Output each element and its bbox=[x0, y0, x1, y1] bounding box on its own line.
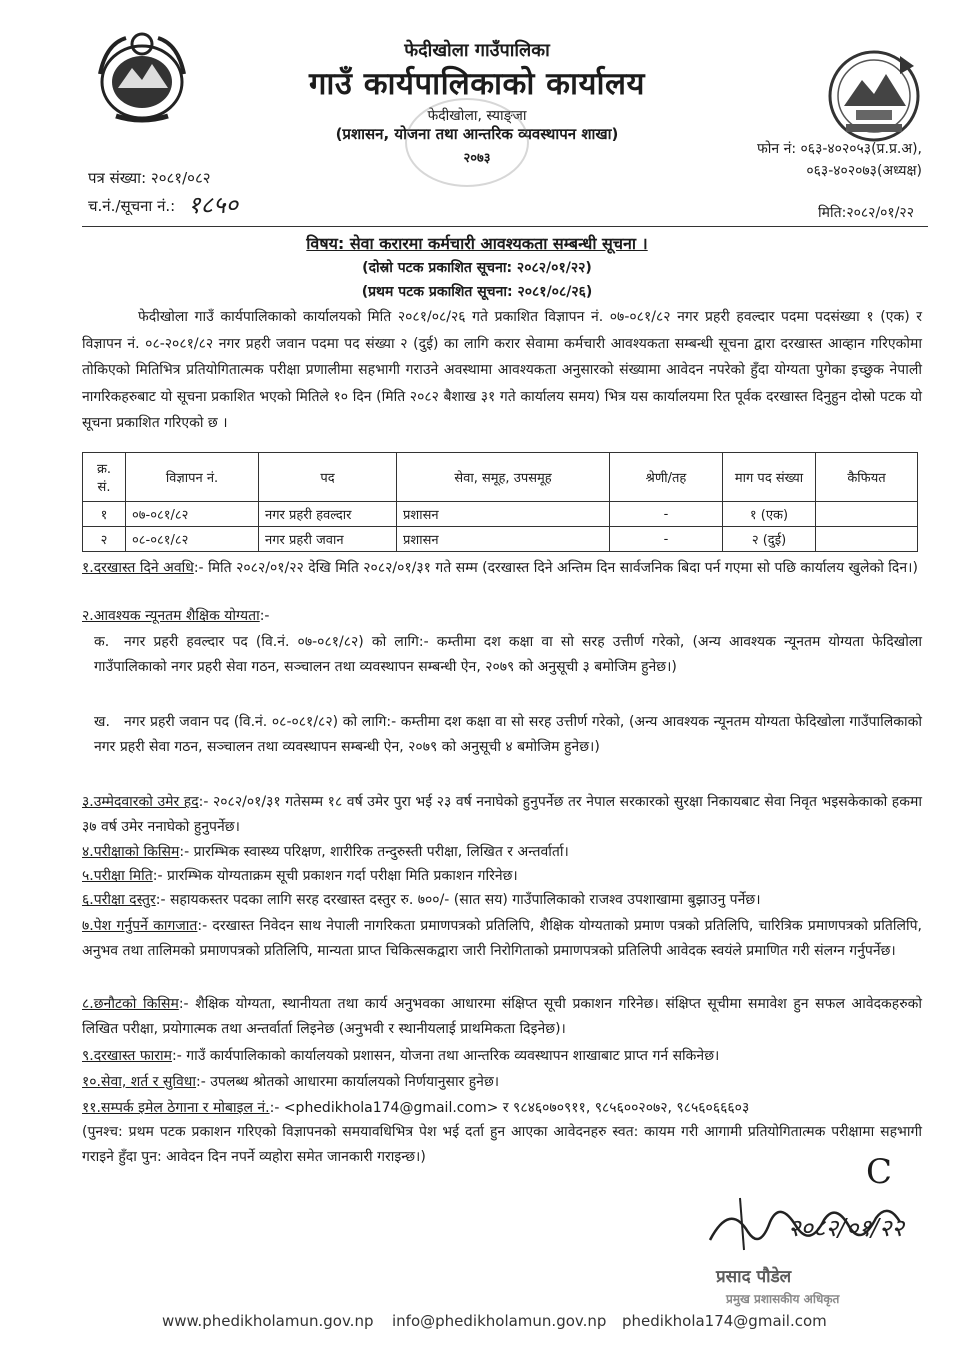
section-title: २.आवश्यक न्यूनतम शैक्षिक योग्यता bbox=[82, 608, 260, 624]
cell-level: - bbox=[610, 527, 723, 552]
section-text: :- शैक्षिक योग्यता, स्थानीयता तथा कार्य अनुभवका आधारमा संक्षिप्त सूची प्रकाशन गरिनेछ। संक्षिप्त सूचीमा समावेश हुन सफल आवेदकहरुको लिखित परीक्षा, प्रयोगात्मक तथा अन्तर्वार्ता लिइनेछ (अनुभवी र स्थानीयलाई प्राथमिकता दिइनेछ)। bbox=[82, 996, 922, 1037]
section-title: ६.परीक्षा दस्तुर bbox=[82, 892, 156, 908]
section-text: :- <phedikhola174@gmail.com> र ९८४६०७०९११, ९८५६००२०७२, ९८५६०६६६०३ bbox=[269, 1100, 750, 1116]
office-stamp bbox=[405, 98, 529, 187]
section-text: :- २०८२/०१/३१ गतेसम्म १८ वर्ष उमेर पुरा भई २३ वर्ष ननाघेको हुनुपर्नेछ तर नेपाल सरकारको सुरक्षा निकायबाट सेवा निवृत भइसकेकाको हकमा ३७ वर्ष उमेर ननाघेको हुनुपर्नेछ। bbox=[82, 794, 922, 835]
section-exam-fee bbox=[82, 888, 922, 913]
cell-serial: २ bbox=[83, 527, 126, 552]
section-application-form bbox=[82, 1044, 922, 1069]
section-title: ३.उम्मेदवारको उमेर हद bbox=[82, 794, 199, 810]
cell-post: नगर प्रहरी जवान bbox=[259, 527, 397, 552]
signature-date: २०८२/०१/२२ bbox=[788, 1214, 905, 1242]
section-text: :- मिति २०८२/०१/२२ देखि मिति २०८२/०१/३१ गते सम्म (दरखास्त दिने अन्तिम दिन सार्वजनिक बिदा पर्न गएमा सो पछि कार्यालय खुलेको दिन।) bbox=[193, 560, 918, 576]
section-text: :- प्रारम्भिक योग्यताक्रम सूची प्रकाशन गर्दा परीक्षा मिति प्रकाशन गरिनेछ। bbox=[152, 868, 518, 884]
section-text: :- दरखास्त निवेदन साथ नेपाली नागरिकता प्रमाणपत्रको प्रतिलिपि, शैक्षिक योग्यताको प्रमाण पत्रको प्रतिलिपि, चारित्रिक प्रमाणपत्रको प्रतिलिपि, अनुभव तथा तालिमको प्रमाणपत्रको प्रतिलिपि, मान्यता प्राप्त चिकित्सकद्वारा जारी निरोगिताको प्रमाणपत्रको प्रतिलिपी आवेदक स्वयंले प्रमाणित गरी संलग्न गर्नुपर्नेछ। bbox=[82, 918, 922, 959]
section-qualification bbox=[82, 604, 922, 629]
reference-number-handwritten: १८५० bbox=[188, 191, 238, 219]
section-title: ९.दरखास्त फाराम bbox=[82, 1048, 172, 1064]
item-text: नगर प्रहरी जवान पद (वि.नं. ०८-०८१/८२) को लागि:- कम्तीमा दश कक्षा वा सो सरह उत्तीर्ण गरेको, (अन्य आवश्यक न्यूनतम योग्यता फेदिखोला गाउँपालिकाको नगर प्रहरी सेवा गठन, सञ्चालन तथा व्यवस्थापन सम्बन्धी ऐन, २०७९ को अनुसूची ४ बमोजिम हुनेछ।) bbox=[94, 714, 922, 755]
phone-line-1: फोन नं: ०६३-४०२०५३(प्र.प्र.अ), bbox=[756, 141, 922, 157]
vacancy-table bbox=[82, 452, 918, 552]
municipality-name: फेदीखोला गाउँपालिका bbox=[404, 40, 550, 61]
signatory-title: प्रमुख प्रशासकीय अधिकृत bbox=[726, 1292, 840, 1306]
item-label: ख. bbox=[94, 714, 110, 730]
section-application-period bbox=[82, 556, 922, 581]
qualification-item-havaldar bbox=[94, 630, 922, 680]
col-ad-number: विज्ञापन नं. bbox=[126, 453, 259, 502]
cell-level: - bbox=[610, 502, 723, 527]
cell-remarks bbox=[816, 502, 918, 527]
col-service-group: सेवा, समूह, उपसमूह bbox=[397, 453, 610, 502]
first-publication-date: (प्रथम पटक प्रकाशित सूचना: २०८१/०८/२६) bbox=[361, 284, 593, 300]
cell-ad-number: ०७-०८१/८२ bbox=[126, 502, 259, 527]
notice-subject: विषय: सेवा करारमा कर्मचारी आवश्यकता सम्बन्धी सूचना । bbox=[306, 234, 648, 253]
section-title: १.दरखास्त दिने अवधि bbox=[82, 560, 194, 576]
section-title: ४.परीक्षाको किसिम bbox=[82, 844, 180, 860]
letter-number: पत्र संख्या: २०८१/०८२ bbox=[88, 169, 211, 187]
table-header-row bbox=[83, 453, 918, 502]
section-selection bbox=[82, 992, 922, 1042]
section-title: ७.पेश गर्नुपर्ने कागजात bbox=[82, 918, 198, 934]
footer-website-link[interactable]: www.phedikholamun.gov.np bbox=[162, 1312, 374, 1330]
phone-line-2: ०६३-४०२०७३(अध्यक्ष) bbox=[806, 163, 922, 179]
section-title: ११.सम्पर्क इमेल ठेगाना र मोबाइल नं. bbox=[82, 1100, 270, 1116]
col-count: माग पद संख्या bbox=[723, 453, 816, 502]
section-contact bbox=[82, 1096, 922, 1121]
second-publication-date: (दोस्रो पटक प्रकाशित सूचना: २०८२/०१/२२) bbox=[362, 260, 592, 276]
header-divider bbox=[82, 226, 928, 227]
established-year: २०७३ bbox=[463, 151, 491, 166]
section-text: :- सहायकस्तर पदका लागि सरह दरखास्त दस्तुर रु. ७००/- (सात सय) गाउँपालिकाको राजश्व उपशाखामा बुझाउनु पर्नेछ। bbox=[155, 892, 761, 908]
cell-remarks bbox=[816, 527, 918, 552]
letter-date: मिति:२०८२/०१/२२ bbox=[818, 205, 914, 221]
signatory-name: प्रसाद पौडेल bbox=[716, 1267, 792, 1287]
col-level: श्रेणी/तह bbox=[610, 453, 723, 502]
item-label: क. bbox=[94, 634, 110, 650]
office-title: गाउँ कार्यपालिकाको कार्यालय bbox=[308, 66, 646, 102]
item-text: नगर प्रहरी हवल्दार पद (वि.नं. ०७-०८१/८२) को लागि:- कम्तीमा दश कक्षा वा सो सरह उत्तीर्ण गरेको, (अन्य आवश्यक न्यूनतम योग्यता फेदिखोला गाउँपालिकाको नगर प्रहरी सेवा गठन, सञ्चालन तथा व्यवस्थापन सम्बन्धी ऐन, २०७९ को अनुसूची ३ बमोजिम हुनेछ।) bbox=[94, 634, 922, 675]
section-age-limit bbox=[82, 790, 922, 840]
section-text: :- प्रारम्भिक स्वास्थ्य परिक्षण, शारीरिक तन्दुरुस्ती परीक्षा, लिखित र अन्तर्वार्ता। bbox=[179, 844, 569, 860]
table-row bbox=[83, 502, 918, 527]
col-post: पद bbox=[259, 453, 397, 502]
postscript-note: (पुनश्च: प्रथम पटक प्रकाशन गरिएको विज्ञापनको समयावधिभित्र पेश भई दर्ता हुन आएका आवेदनहरु स्वत: कायम गरी आगामी प्रतियोगितात्मक परीक्षामा सहभागी गराइने हुँदा पुन: आवेदन दिन नपर्ने व्यहोरा समेत जानकारी गराइन्छ।) bbox=[82, 1124, 922, 1165]
section-title: ५.परीक्षा मिति bbox=[82, 868, 153, 884]
section-text: :- उपलब्ध श्रोतको आधारमा कार्यालयको निर्णयानुसार हुनेछ। bbox=[196, 1074, 500, 1090]
phone-numbers bbox=[757, 138, 922, 182]
footer-gmail-link[interactable]: phedikhola174@gmail.com bbox=[622, 1312, 827, 1330]
section-title: १०.सेवा, शर्त र सुविधा bbox=[82, 1074, 197, 1090]
cell-serial: १ bbox=[83, 502, 126, 527]
col-remarks: कैफियत bbox=[816, 453, 918, 502]
cell-count: २ (दुई) bbox=[723, 527, 816, 552]
section-title: ८.छनौटको किसिम bbox=[82, 996, 179, 1012]
table-row bbox=[83, 527, 918, 552]
cell-post: नगर प्रहरी हवल्दार bbox=[259, 502, 397, 527]
cell-service: प्रशासन bbox=[397, 527, 610, 552]
footer-info-email-link[interactable]: info@phedikholamun.gov.np bbox=[392, 1312, 607, 1330]
section-text: :- गाउँ कार्यपालिकाको कार्यालयको प्रशासन, योजना तथा आन्तरिक व्यवस्थापन शाखाबाट प्राप्त गर्न सकिनेछ। bbox=[172, 1048, 720, 1064]
cell-service: प्रशासन bbox=[397, 502, 610, 527]
section-documents bbox=[82, 914, 922, 964]
cell-ad-number: ०८-०८१/८२ bbox=[126, 527, 259, 552]
col-serial: क्र. सं. bbox=[83, 453, 126, 502]
branch-name: (प्रशासन, योजना तथा आन्तरिक व्यवस्थापन शाखा) bbox=[335, 125, 619, 143]
notice-intro: फेदीखोला गाउँ कार्यपालिकाको कार्यालयको मिति २०८१/०८/२६ गते प्रकाशित विज्ञापन नं. ०७-०८१/८२ नगर प्रहरी हवल्दार पदमा पदसंख्या १ (एक) र विज्ञापन नं. ०८-२०८१/८२ नगर प्रहरी जवान पदमा पद संख्या २ (दुई) का लागि करार सेवामा कर्मचारी आवश्यकता सम्बन्धी सूचना द्वारा दरखास्त आव्हान गरिएकोमा तोकिएको मितिभित्र प्रतियोगितात्मक परीक्षा प्रणालीमा सहभागी गराउने अवस्थामा आवश्यकता अनुसारको संख्यामा आवेदन नपरेको हुँदा योग्यता पुगेका इच्छुक नेपाली नागरिकहरुबाट यो सूचना प्रकाशित भएको मितिले १० दिन (मिति २०८२ बैशाख ३१ गते कार्यालय समय) भित्र यस कार्यालयमा रित पूर्वक दरखास्त दिनुहुन दोस्रो पटक यो सूचना प्रकाशित गरिएको छ । bbox=[82, 309, 922, 432]
office-location: फेदीखोला, स्याङ्जा bbox=[427, 108, 527, 124]
section-service-terms bbox=[82, 1070, 922, 1095]
qualification-item-jawan bbox=[94, 710, 922, 760]
section-suffix: :- bbox=[259, 608, 270, 624]
cell-count: १ (एक) bbox=[723, 502, 816, 527]
reference-label: च.नं./सूचना नं.: bbox=[88, 197, 176, 215]
signature-scribble bbox=[700, 1192, 910, 1260]
signature-mark: C bbox=[866, 1152, 893, 1192]
section-exam-type bbox=[82, 840, 922, 865]
section-exam-date bbox=[82, 864, 922, 889]
